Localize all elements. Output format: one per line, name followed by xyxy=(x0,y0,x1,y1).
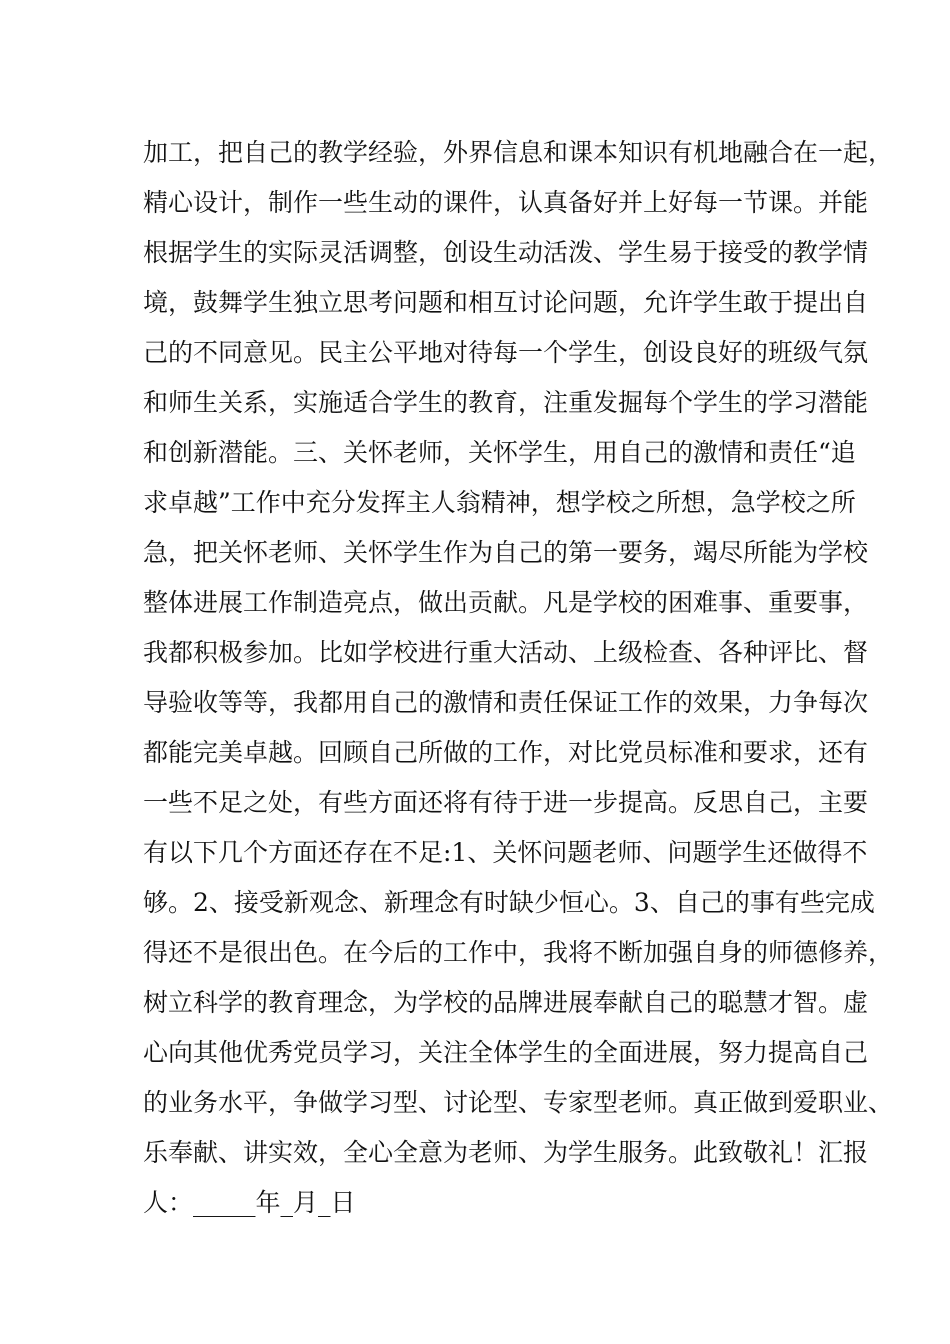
text-line: 境，鼓舞学生独立思考问题和相互讨论问题，允许学生敢于提出自 xyxy=(143,288,869,317)
text-line: 精心设计，制作一些生动的课件，认真备好并上好每一节课。并能 xyxy=(143,188,869,217)
text-line: 一些不足之处，有些方面还将有待于进一步提高。反思自己，主要 xyxy=(143,788,869,817)
body-text xyxy=(143,128,894,1228)
text-line: 够。2、接受新观念、新理念有时缺少恒心。3、自己的事有些完成 xyxy=(143,888,875,917)
text-line: 的业务水平，争做学习型、讨论型、专家型老师。真正做到爱职业、 xyxy=(143,1088,894,1117)
text-line: 求卓越”工作中充分发挥主人翁精神，想学校之所想，急学校之所 xyxy=(143,488,856,517)
text-line: 我都积极参加。比如学校进行重大活动、上级检查、各种评比、督 xyxy=(143,638,869,667)
text-line: 心向其他优秀党员学习，关注全体学生的全面进展，努力提高自己 xyxy=(143,1038,869,1067)
signature-date-line: 人：_____年_月_日 xyxy=(143,1188,356,1217)
text-line: 加工，把自己的教学经验，外界信息和课本知识有机地融合在一起， xyxy=(143,138,894,167)
text-line: 根据学生的实际灵活调整，创设生动活泼、学生易于接受的教学情 xyxy=(143,238,869,267)
text-line: 和师生关系，实施适合学生的教育，注重发掘每个学生的学习潜能 xyxy=(143,388,869,417)
text-line: 树立科学的教育理念，为学校的品牌进展奉献自己的聪慧才智。虚 xyxy=(143,988,869,1017)
text-line: 急，把关怀老师、关怀学生作为自己的第一要务，竭尽所能为学校 xyxy=(143,538,869,567)
text-line: 乐奉献、讲实效，全心全意为老师、为学生服务。此致敬礼！汇报 xyxy=(143,1138,869,1167)
text-line: 和创新潜能。三、关怀老师，关怀学生，用自己的激情和责任“追 xyxy=(143,438,856,467)
text-line: 整体进展工作制造亮点，做出贡献。凡是学校的困难事、重要事， xyxy=(143,588,869,617)
text-line: 得还不是很出色。在今后的工作中，我将不断加强自身的师德修养， xyxy=(143,938,894,967)
text-line: 己的不同意见。民主公平地对待每一个学生，创设良好的班级气氛 xyxy=(143,338,869,367)
text-line: 导验收等等，我都用自己的激情和责任保证工作的效果，力争每次 xyxy=(143,688,869,717)
text-line: 都能完美卓越。回顾自己所做的工作，对比党员标准和要求，还有 xyxy=(143,738,869,767)
text-line: 有以下几个方面还存在不足:1、关怀问题老师、问题学生还做得不 xyxy=(143,838,868,867)
